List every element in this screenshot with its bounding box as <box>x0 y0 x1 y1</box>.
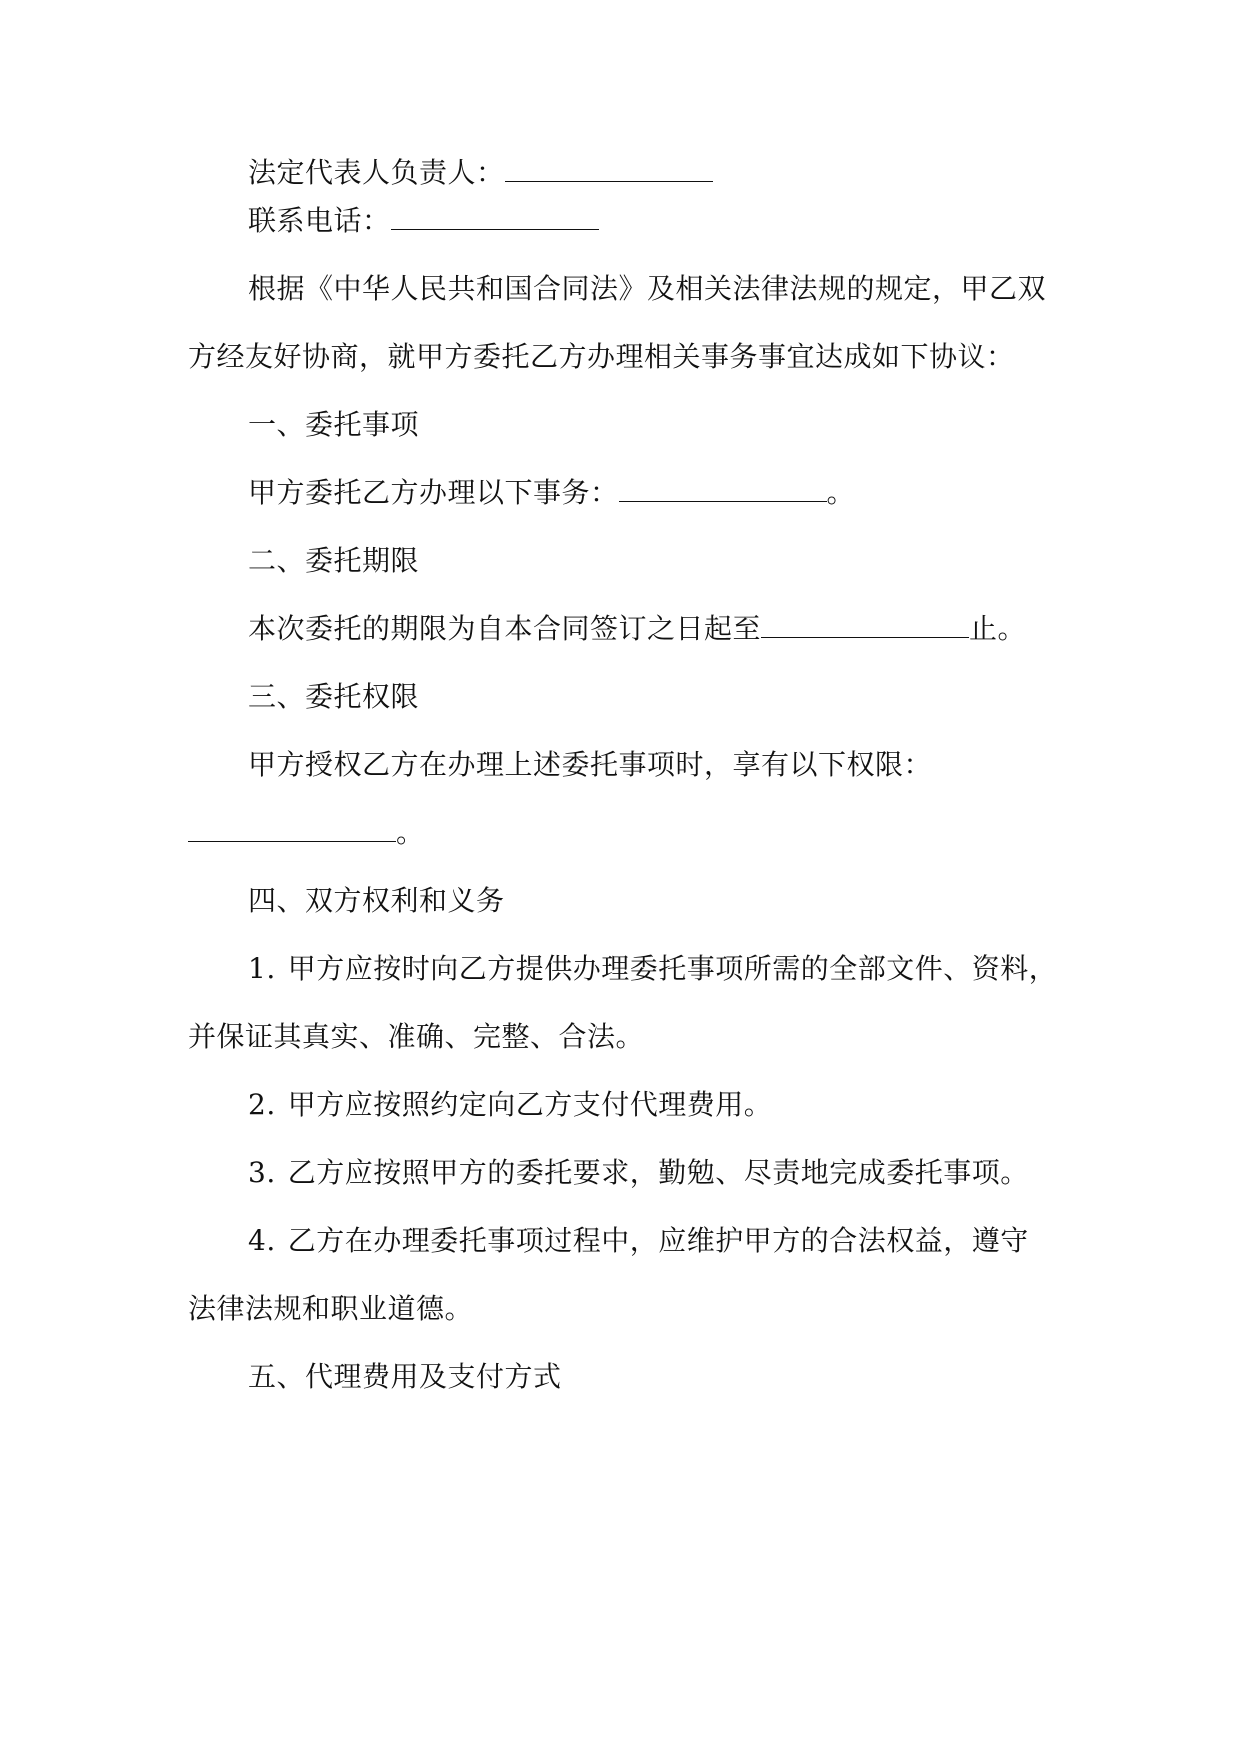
item-2-line <box>248 1080 1148 1130</box>
item-2-text: 甲方应按照约定向乙方支付代理费用。 <box>287 1088 773 1121</box>
section-3-end: 。 <box>396 816 425 849</box>
item-1-line-b: 并保证其真实、准确、完整、合法。 <box>188 1020 645 1053</box>
item-1-text-a: 甲方应按时向乙方提供办理委托事项所需的全部文件、资料， <box>287 952 1058 985</box>
section-4-title: 四、双方权利和义务 <box>248 884 505 917</box>
legal-representative-label: 法定代表人负责人： <box>248 156 505 189</box>
section-3-title: 三、委托权限 <box>248 680 420 713</box>
section-3-blank-line <box>188 808 1088 858</box>
section-1-text-line <box>248 468 1148 518</box>
item-1-line-a <box>248 944 1148 994</box>
legal-representative-line <box>248 148 1148 198</box>
section-3-text: 甲方授权乙方在办理上述委托事项时，享有以下权限： <box>248 748 933 781</box>
intro-line-2: 方经友好协商，就甲方委托乙方办理相关事务事宜达成如下协议： <box>188 340 1015 373</box>
section-2-text: 本次委托的期限为自本合同签订之日起至 <box>248 612 762 645</box>
item-4-text-a: 乙方在办理委托事项过程中，应维护甲方的合法权益，遵守 <box>287 1224 1029 1257</box>
section-2-text-line <box>248 604 1148 654</box>
item-1-number: 1. <box>248 952 276 985</box>
intro-line-1: 根据《中华人民共和国合同法》及相关法律法规的规定，甲乙双 <box>248 272 1047 305</box>
section-5-title: 五、代理费用及支付方式 <box>248 1360 562 1393</box>
legal-representative-blank[interactable] <box>505 151 713 182</box>
section-3-blank[interactable] <box>188 811 396 842</box>
section-1-title: 一、委托事项 <box>248 408 420 441</box>
item-4-number: 4. <box>248 1224 276 1257</box>
section-1-end: 。 <box>826 476 856 509</box>
section-1-blank[interactable] <box>619 471 827 502</box>
phone-label: 联系电话： <box>248 204 391 237</box>
section-2-title: 二、委托期限 <box>248 544 420 577</box>
phone-blank[interactable] <box>391 199 599 230</box>
item-3-line <box>248 1148 1148 1198</box>
section-2-blank[interactable] <box>761 607 969 638</box>
item-2-number: 2. <box>248 1088 276 1121</box>
item-4-line-a <box>248 1216 1148 1266</box>
section-1-text: 甲方委托乙方办理以下事务： <box>248 476 619 509</box>
item-3-number: 3. <box>248 1156 276 1189</box>
item-4-line-b: 法律法规和职业道德。 <box>188 1292 474 1325</box>
phone-line <box>248 196 1148 246</box>
section-2-end: 止。 <box>969 612 1027 645</box>
item-3-text: 乙方应按照甲方的委托要求，勤勉、尽责地完成委托事项。 <box>287 1156 1029 1189</box>
